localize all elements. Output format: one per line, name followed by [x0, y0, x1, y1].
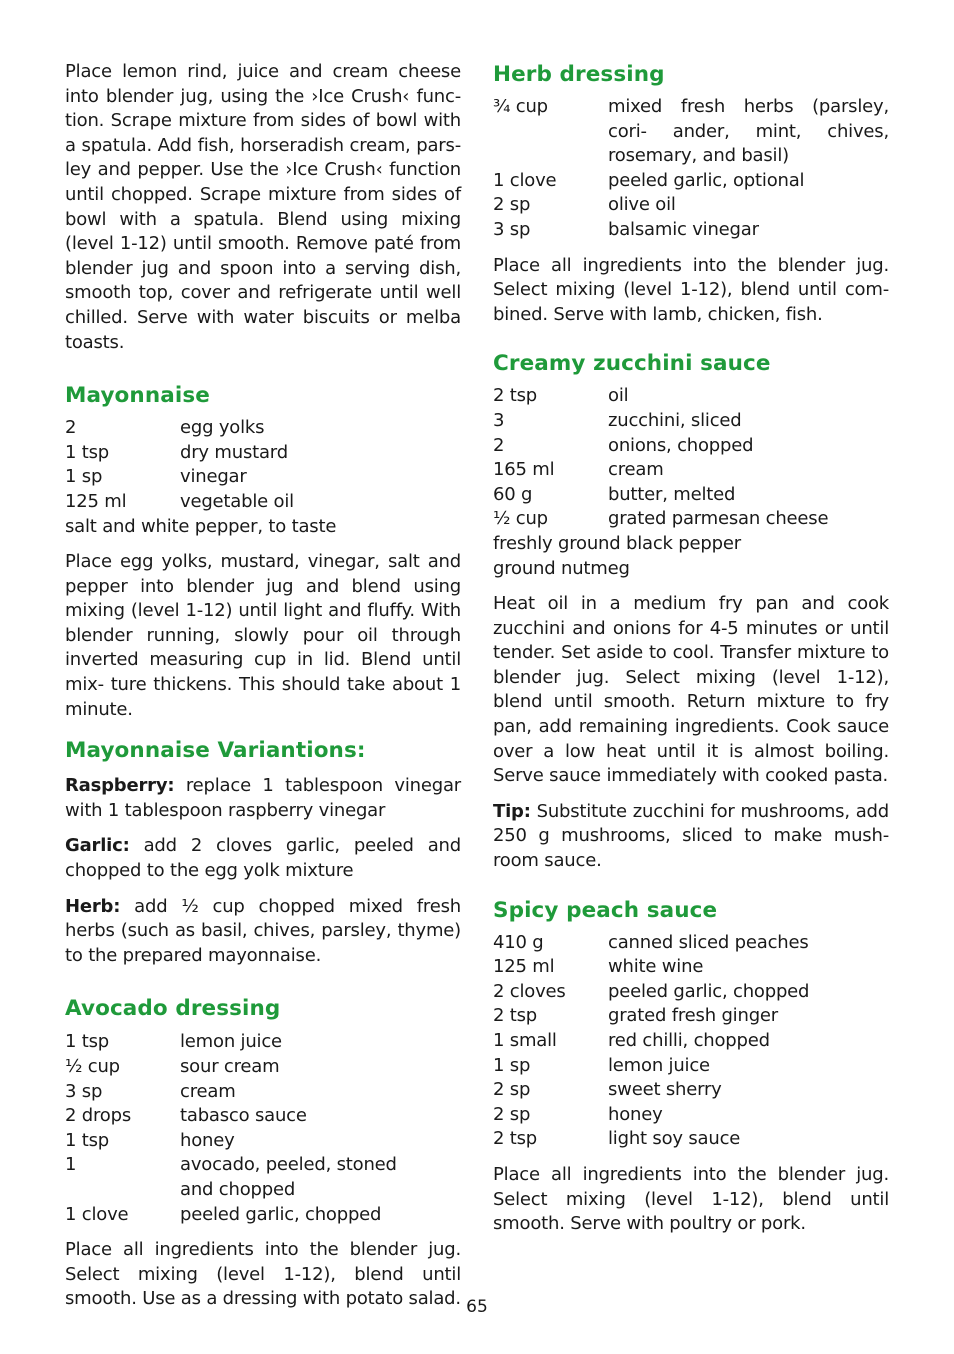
avocado-method: Place all ingredients into the blender jug. Select mixing (level 1-12), blend until smooth. Use as a dressing with potato salad. [65, 1239, 461, 1310]
ingredient-qty: 410 g [493, 931, 544, 953]
ingredient-item: peeled garlic, chopped [180, 1203, 382, 1225]
zucchini-tip [493, 800, 889, 874]
tip-label: Tip: [493, 800, 531, 822]
ingredient-qty: 1 small [493, 1030, 557, 1051]
ingredient-item: onions, chopped [608, 434, 754, 456]
ingredient-item: dry mustard [180, 441, 288, 463]
ingredient-row [493, 1029, 889, 1054]
ingredient-row [65, 465, 461, 490]
ingredient-qty: 2 sp [493, 194, 531, 216]
page-number: 65 [466, 1297, 488, 1317]
herb-method: Place all ingredients into the blender jug. Select mixing (level 1-12), blend until com- bined. Serve with lamb, chicken, fish. [493, 254, 889, 325]
ingredient-row [493, 1103, 889, 1128]
ingredient-row [493, 1078, 889, 1103]
ingredient-row [493, 434, 889, 459]
variation-label: Raspberry: [65, 775, 175, 797]
tip-text: Substitute zucchini for mushrooms, add 250 g mushrooms, sliced to make mush- room sauce. [493, 800, 889, 872]
ingredient-row [493, 980, 889, 1005]
ingredient-row [493, 1127, 889, 1152]
ingredient-item: cream [608, 459, 664, 481]
ingredient-qty: 1 tsp [65, 1129, 110, 1151]
variation-garlic [65, 834, 461, 883]
ingredient-item: canned sliced peaches [608, 931, 809, 953]
ingredient-qty: 2 sp [493, 1079, 531, 1101]
zucchini-extra-pepper: freshly ground black pepper [493, 532, 741, 554]
ingredient-row [65, 441, 461, 466]
ingredient-item: peeled garlic, chopped [608, 980, 810, 1002]
ingredient-row [493, 218, 889, 243]
ingredient-qty: 3 sp [65, 1080, 103, 1102]
variations-heading: Mayonnaise Variantions: [65, 738, 366, 764]
ingredient-row [65, 416, 461, 441]
ingredient-item: sour cream [180, 1056, 280, 1077]
ingredient-qty: ½ cup [65, 1056, 120, 1077]
ingredient-qty: 2 tsp [493, 1128, 538, 1150]
ingredient-qty: 125 ml [65, 490, 127, 512]
ingredient-row [65, 1129, 461, 1154]
ingredient-item: light soy sauce [608, 1128, 741, 1150]
ingredient-row [65, 1055, 461, 1080]
ingredient-row [493, 458, 889, 483]
mayonnaise-ingredients [65, 416, 461, 514]
ingredient-item: balsamic vinegar [608, 218, 759, 240]
ingredient-row [493, 1054, 889, 1079]
ingredient-qty: 165 ml [493, 459, 555, 481]
ingredient-qty: 2 tsp [493, 1005, 538, 1027]
ingredient-item: egg yolks [180, 417, 265, 439]
variation-text: add ½ cup chopped mixed fresh herbs (such as basil, chives, parsley, thyme) to the prepared mayonnaise. [65, 895, 461, 966]
ingredient-item: mixed fresh herbs (parsley, cori- ander, mint, chives, rosemary, and basil) [608, 96, 889, 167]
ingredient-row [493, 483, 889, 508]
ingredient-qty: ¾ cup [493, 96, 548, 117]
zucchini-heading: Creamy zucchini sauce [493, 351, 771, 377]
ingredient-item: oil [608, 385, 629, 407]
ingredient-row [493, 95, 889, 169]
ingredient-qty: 60 g [493, 483, 533, 505]
mayonnaise-seasoning: salt and white pepper, to taste [65, 515, 337, 537]
intro-paragraph: Place lemon rind, juice and cream cheese into blender jug, using the ›Ice Crush‹ func- tion. Scrape mixture from sides of bowl with a spatula. Add fish, horseradish cream, pars- ley and pepper. Use the ›Ice Crush‹ function until chopped. Scrape mixture from sides of bowl with a spatula. Blend using mixing (level 1-12) until smooth. Remove paté from blender jug and spoon into a serving dish, smooth top, cover and refrigerate until well chilled. Serve with water biscuits or melba toasts. [65, 61, 461, 353]
ingredient-row [493, 931, 889, 956]
ingredient-qty: 2 [65, 417, 77, 439]
ingredient-qty: 2 drops [65, 1105, 132, 1127]
mayonnaise-heading: Mayonnaise [65, 383, 210, 409]
ingredient-item: avocado, peeled, stoned and chopped [180, 1154, 397, 1200]
ingredient-item: olive oil [608, 194, 676, 216]
variation-label: Garlic: [65, 835, 130, 857]
ingredient-item: butter, melted [608, 483, 736, 505]
ingredient-qty: 125 ml [493, 956, 555, 978]
ingredient-qty: 1 clove [65, 1203, 129, 1225]
ingredient-qty: 1 clove [493, 169, 557, 191]
ingredient-item: zucchini, sliced [608, 409, 742, 431]
ingredient-row [493, 169, 889, 194]
ingredient-row [65, 1104, 461, 1129]
herb-ingredients [493, 95, 889, 243]
ingredient-row [493, 955, 889, 980]
ingredient-row [65, 490, 461, 515]
ingredient-item: honey [180, 1129, 235, 1151]
variation-raspberry [65, 774, 461, 823]
zucchini-method: Heat oil in a medium fry pan and cook zucchini and onions for 4-5 minutes or until tender. Set aside to cool. Transfer mixture to blender jug. Select mixing (level 1-12), blend until smooth. Return mixture to fry pan, add remaining ingredients. Cook sauce over a low heat until it is almost boiling. Serve sauce immediately with cooked pasta. [493, 593, 889, 787]
ingredient-qty: 3 [493, 409, 505, 431]
herb-heading: Herb dressing [493, 62, 665, 87]
ingredient-item: tabasco sauce [180, 1105, 307, 1127]
ingredient-row [65, 1153, 461, 1202]
ingredient-qty: 1 sp [493, 1054, 531, 1076]
variation-herb [65, 895, 461, 969]
ingredient-row [493, 193, 889, 218]
ingredient-qty: 1 tsp [65, 441, 110, 463]
variation-text: replace 1 tablespoon vinegar with 1 tablespoon raspberry vinegar [65, 775, 461, 821]
ingredient-item: lemon juice [608, 1054, 710, 1076]
peach-ingredients [493, 931, 889, 1152]
ingredient-item: cream [180, 1080, 236, 1102]
ingredient-item: peeled garlic, optional [608, 169, 805, 191]
mayonnaise-method: Place egg yolks, mustard, vinegar, salt and pepper into blender jug and blend using mixing (level 1-12) until light and fluffy. With blender running, slowly pour oil through inverted measuring cup in lid. Blend until mix- ture thickens. This should take about 1 minute. [65, 551, 461, 720]
ingredient-qty: 2 [493, 434, 505, 456]
ingredient-row [493, 384, 889, 409]
ingredient-item: white wine [608, 956, 704, 978]
avocado-heading: Avocado dressing [65, 996, 281, 1022]
left-column [65, 60, 461, 1312]
ingredient-row [65, 1030, 461, 1055]
ingredient-qty: 2 sp [493, 1103, 531, 1125]
ingredient-qty: 1 sp [65, 466, 103, 488]
ingredient-item: lemon juice [180, 1031, 282, 1053]
ingredient-qty: 2 cloves [493, 980, 566, 1002]
avocado-ingredients [65, 1030, 461, 1227]
ingredient-qty: 1 [65, 1154, 77, 1176]
ingredient-row [65, 1203, 461, 1228]
ingredient-row [493, 409, 889, 434]
ingredient-item: grated fresh ginger [608, 1005, 778, 1027]
ingredient-item: honey [608, 1103, 663, 1125]
peach-heading: Spicy peach sauce [493, 897, 718, 923]
ingredient-qty: ½ cup [493, 508, 548, 530]
zucchini-ingredients [493, 384, 889, 532]
ingredient-row [65, 1080, 461, 1105]
ingredient-item: vegetable oil [180, 490, 294, 512]
ingredient-qty: 3 sp [493, 218, 531, 240]
variation-text: add 2 cloves garlic, peeled and chopped to the egg yolk mixture [65, 835, 461, 882]
variation-label: Herb: [65, 895, 121, 917]
ingredient-row [493, 1004, 889, 1029]
zucchini-extra-nutmeg: ground nutmeg [493, 557, 630, 579]
peach-method: Place all ingredients into the blender jug. Select mixing (level 1-12), blend until smooth. Serve with poultry or pork. [493, 1163, 889, 1235]
ingredient-qty: 1 tsp [65, 1031, 110, 1053]
ingredient-item: grated parmesan cheese [608, 508, 829, 530]
ingredient-row [493, 507, 889, 532]
right-column [493, 60, 889, 1237]
ingredient-item: red chilli, chopped [608, 1030, 770, 1051]
ingredient-item: sweet sherry [608, 1079, 722, 1101]
ingredient-item: vinegar [180, 466, 247, 488]
ingredient-qty: 2 tsp [493, 385, 538, 407]
